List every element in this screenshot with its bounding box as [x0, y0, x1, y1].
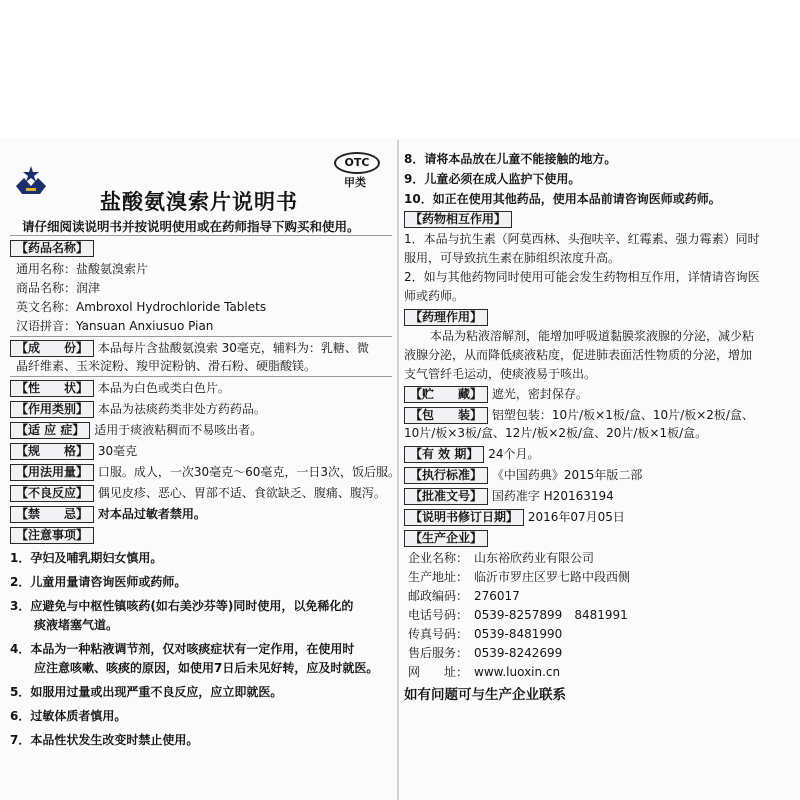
precaution-6: 6．过敏体质者慎用。 [10, 709, 127, 723]
label-composition: 【成 份】 [10, 340, 94, 357]
document-title: 盐酸氨溴索片说明书 [100, 190, 298, 214]
precaution-5: 5．如服用过量或出现严重不良反应，应立即就医。 [10, 685, 283, 699]
company-logo-icon [14, 164, 48, 198]
pharmacology-line2: 液腺分泌，从而降低痰液粘度，促进肺表面活性物质的分泌，增加 [404, 348, 753, 362]
interactions-line2: 服用，可导致抗生素在肺组织浓度升高。 [404, 251, 621, 265]
divider [10, 376, 392, 377]
precaution-7: 7．本品性状发生改变时禁止使用。 [10, 733, 199, 747]
interactions-line4: 师或药师。 [404, 289, 465, 303]
precaution-4b: 应注意咳嗽、咳痰的原因，如使用7日后未见好转，应及时就医。 [34, 661, 379, 675]
precaution-9: 9．儿童必须在成人监护下使用。 [404, 172, 581, 186]
label-approval: 【批准文号】 [404, 488, 488, 505]
composition-line1: 本品每片含盐酸氨溴索 30毫克，辅料为：乳糖、微 [97, 341, 369, 355]
label-precautions: 【注意事项】 [10, 527, 94, 544]
otc-category: 甲类 [344, 176, 366, 189]
label-adverse: 【不良反应】 [10, 485, 94, 502]
indication-text: 适用于痰液粘稠而不易咳出者。 [94, 423, 263, 437]
standard-text: 《中国药典》2015年版二部 [491, 468, 643, 482]
precaution-3a: 3．应避免与中枢性镇咳药(如右美沙芬等)同时使用，以免稀化的 [10, 599, 354, 613]
precaution-2: 2．儿童用量请咨询医师或药师。 [10, 575, 187, 589]
label-package: 【包 装】 [404, 407, 488, 424]
manufacturer-website: 网 址： www.luoxin.cn [408, 665, 561, 679]
manufacturer-service: 售后服务： 0539-8242699 [408, 646, 563, 660]
usage-hint: 请仔细阅读说明书并按说明使用或在药师指导下购买和使用。 [22, 219, 360, 234]
composition-line2: 晶纤维素、玉米淀粉、羧甲淀粉钠、滑石粉、硬脂酸镁。 [16, 359, 317, 373]
pharmacology-line1: 本品为粘液溶解剂，能增加呼吸道黏膜浆液腺的分泌，减少粘 [430, 329, 755, 343]
generic-name: 通用名称：盐酸氨溴索片 [16, 262, 149, 276]
precaution-10: 10．如正在使用其他药品，使用本品前请咨询医师或药师。 [404, 192, 721, 206]
storage-text: 遮光，密封保存。 [491, 387, 588, 401]
spec-text: 30毫克 [97, 444, 138, 458]
manufacturer-zip: 邮政编码： 276017 [408, 589, 520, 603]
properties-text: 本品为白色或类白色片。 [97, 381, 230, 395]
precaution-1: 1．孕妇及哺乳期妇女慎用。 [10, 551, 163, 565]
label-validity: 【有 效 期】 [404, 446, 484, 463]
manufacturer-address: 生产地址： 临沂市罗庄区罗七路中段西侧 [408, 570, 631, 584]
interactions-line3: 2．如与其他药物同时使用可能会发生药物相互作用，详情请咨询医 [404, 270, 760, 284]
revision-text: 2016年07月05日 [527, 510, 625, 524]
manufacturer-name: 企业名称： 山东裕欣药业有限公司 [408, 551, 595, 565]
pinyin-name: 汉语拼音：Yansuan Anxiusuo Pian [16, 319, 214, 333]
precaution-3b: 痰液堵塞气道。 [34, 618, 119, 632]
label-dosage: 【用法用量】 [10, 464, 94, 481]
validity-text: 24个月。 [488, 447, 540, 461]
pharmacology-line3: 支气管纤毛运动，使痰液易于咳出。 [404, 367, 597, 381]
divider [10, 235, 392, 236]
label-contraindication: 【禁 忌】 [10, 506, 94, 523]
manufacturer-fax: 传真号码： 0539-8481990 [408, 627, 563, 641]
label-storage: 【贮 藏】 [404, 386, 488, 403]
divider [10, 336, 392, 337]
otc-badge: OTC [334, 152, 380, 174]
contra-text: 对本品过敏者禁用。 [97, 507, 206, 521]
label-manufacturer: 【生产企业】 [404, 530, 488, 547]
label-revision-date: 【说明书修订日期】 [404, 509, 524, 526]
precaution-8: 8．请将本品放在儿童不能接触的地方。 [404, 152, 617, 166]
label-indication: 【适 应 症】 [10, 422, 90, 439]
approval-text: 国药准字 H20163194 [491, 489, 614, 503]
label-pharmacology: 【药理作用】 [404, 309, 488, 326]
manufacturer-phone: 电话号码： 0539-8257899 8481991 [408, 608, 628, 622]
label-category: 【作用类别】 [10, 401, 94, 418]
label-properties: 【性 状】 [10, 380, 94, 397]
label-interactions: 【药物相互作用】 [404, 211, 512, 228]
english-name: 英文名称：Ambroxol Hydrochloride Tablets [16, 300, 267, 314]
adverse-text: 偶见皮疹、恶心、胃部不适、食欲缺乏、腹痛、腹泻。 [97, 486, 386, 500]
label-spec: 【规 格】 [10, 443, 94, 460]
label-standard: 【执行标准】 [404, 467, 488, 484]
section-drug-name: 【药品名称】 [10, 240, 94, 257]
interactions-line1: 1．本品与抗生素（阿莫西林、头孢呋辛、红霉素、强力霉素）同时 [404, 232, 760, 246]
package-line1: 铝塑包装：10片/板×1板/盒、10片/板×2板/盒、 [491, 408, 754, 422]
package-line2: 10片/板×3板/盒、12片/板×2板/盒、20片/板×1板/盒。 [404, 426, 708, 440]
dosage-text: 口服。成人，一次30毫克～60毫克，一日3次，饭后服。 [97, 465, 401, 479]
footer-contact-note: 如有问题可与生产企业联系 [404, 687, 566, 703]
trade-name: 商品名称：润津 [16, 281, 101, 295]
precaution-4a: 4．本品为一种粘液调节剂，仅对咳痰症状有一定作用，在使用时 [10, 642, 355, 656]
category-text: 本品为祛痰药类非处方药药品。 [97, 402, 266, 416]
